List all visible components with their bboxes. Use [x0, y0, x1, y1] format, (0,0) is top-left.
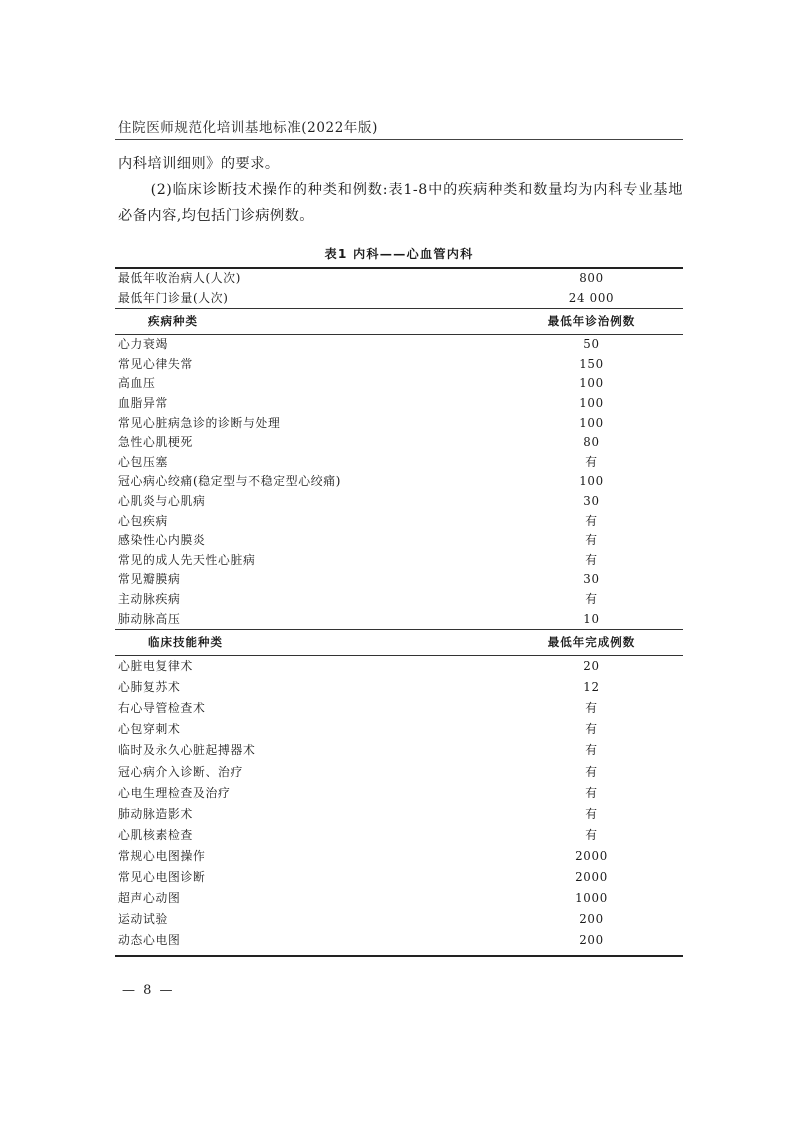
row-label: 常见心律失常	[118, 356, 193, 371]
row-label: 感染性心内膜炎	[118, 533, 206, 548]
cardiology-table	[115, 267, 683, 957]
row-label: 常见瓣膜病	[118, 572, 181, 587]
disease-row	[115, 414, 683, 434]
skill-row	[115, 783, 683, 804]
row-value: 有	[585, 743, 598, 758]
row-label: 高血压	[118, 376, 156, 391]
row-value: 100	[579, 395, 604, 410]
skill-row	[115, 930, 683, 956]
row-label: 心包穿刺术	[118, 722, 181, 737]
summary-row	[115, 268, 683, 289]
row-value: 80	[583, 435, 600, 450]
row-value: 有	[585, 701, 598, 716]
row-value: 100	[579, 474, 604, 489]
row-label: 冠心病介入诊断、治疗	[118, 764, 243, 779]
row-label: 冠心病心绞痛(稳定型与不稳定型心绞痛)	[118, 474, 342, 489]
row-value: 有	[585, 722, 598, 737]
row-label: 右心导管检查术	[118, 701, 206, 716]
row-value: 2000	[575, 848, 608, 863]
running-header: 住院医师规范化培训基地标准(2022年版)	[118, 120, 378, 136]
row-value: 有	[585, 533, 598, 548]
row-label: 肺动脉造影术	[118, 806, 193, 821]
skill-row	[115, 762, 683, 783]
row-value: 30	[583, 572, 600, 587]
row-value: 100	[579, 415, 604, 430]
row-value: 1000	[575, 891, 608, 906]
row-label: 常见的成人先天性心脏病	[118, 552, 256, 567]
row-value: 24 000	[568, 290, 615, 305]
row-value: 有	[585, 785, 598, 800]
disease-row	[115, 335, 683, 355]
skill-row	[115, 888, 683, 909]
disease-row	[115, 492, 683, 512]
skill-row	[115, 867, 683, 888]
disease-row	[115, 551, 683, 571]
disease-row	[115, 394, 683, 414]
row-value: 100	[579, 376, 604, 391]
skill-header-row	[115, 630, 683, 656]
row-value: 2000	[575, 870, 608, 885]
summary-row	[115, 289, 683, 309]
row-label: 急性心肌梗死	[118, 435, 193, 450]
paragraph-continuation: 内科培训细则》的要求。	[118, 156, 280, 172]
row-label: 动态心电图	[115, 930, 500, 956]
disease-row	[115, 590, 683, 610]
skill-row	[115, 698, 683, 719]
row-value: 有	[585, 827, 598, 842]
row-value: 有	[585, 552, 598, 567]
row-value: 12	[583, 680, 600, 695]
table-caption: 表1 内科——心血管内科	[324, 247, 474, 261]
row-label: 超声心动图	[118, 891, 181, 906]
disease-row	[115, 531, 683, 551]
disease-row	[115, 472, 683, 492]
disease-row	[115, 453, 683, 473]
row-label: 心肌炎与心肌病	[118, 493, 206, 508]
row-value: 800	[500, 268, 683, 289]
row-value: 10	[583, 611, 600, 626]
row-label: 心脏电复律术	[118, 659, 193, 674]
row-label: 心包压塞	[118, 454, 168, 469]
disease-header-row	[115, 309, 683, 335]
row-value: 200	[500, 930, 683, 956]
row-label: 血脂异常	[118, 395, 168, 410]
row-label: 肺动脉高压	[118, 611, 181, 626]
disease-row	[115, 355, 683, 375]
skill-row	[115, 656, 683, 678]
disease-row	[115, 570, 683, 590]
row-label: 常见心电图诊断	[118, 870, 206, 885]
row-label: 心肌核素检查	[118, 827, 193, 842]
skill-row	[115, 740, 683, 761]
row-label: 运动试验	[118, 912, 168, 927]
paragraph-diagnosis-techniques: (2)临床诊断技术操作的种类和例数:表1-8中的疾病种类和数量均为内科专业基地必备内容,均包括门诊病例数。	[118, 182, 683, 224]
page-number: — 8 —	[122, 983, 175, 998]
row-label: 主动脉疾病	[118, 591, 181, 606]
row-value: 20	[583, 659, 600, 674]
column-header-name: 临床技能种类	[115, 630, 500, 656]
row-label: 常规心电图操作	[118, 848, 206, 863]
row-value: 有	[585, 454, 598, 469]
column-header-value: 最低年诊治例数	[500, 309, 683, 335]
disease-row	[115, 374, 683, 394]
row-label: 心肺复苏术	[118, 680, 181, 695]
skill-row	[115, 804, 683, 825]
skill-row	[115, 677, 683, 698]
skill-row	[115, 846, 683, 867]
row-value: 200	[579, 912, 604, 927]
row-label: 心电生理检查及治疗	[118, 785, 231, 800]
row-label: 常见心脏病急诊的诊断与处理	[118, 415, 281, 430]
header-rule	[115, 139, 683, 140]
row-label: 最低年收治病人(人次)	[115, 268, 500, 289]
row-value: 有	[585, 764, 598, 779]
column-header-name: 疾病种类	[115, 309, 500, 335]
disease-row	[115, 433, 683, 453]
row-value: 30	[583, 493, 600, 508]
row-value: 有	[585, 513, 598, 528]
row-value: 有	[585, 591, 598, 606]
skill-row	[115, 825, 683, 846]
column-header-value: 最低年完成例数	[500, 630, 683, 656]
disease-row	[115, 610, 683, 630]
row-label: 心力衰竭	[118, 337, 168, 352]
row-value: 150	[579, 356, 604, 371]
disease-row	[115, 512, 683, 532]
row-value: 50	[583, 337, 600, 352]
row-label: 临时及永久心脏起搏器术	[118, 743, 256, 758]
skill-row	[115, 909, 683, 930]
row-label: 心包疾病	[118, 513, 168, 528]
row-value: 有	[585, 806, 598, 821]
skill-row	[115, 719, 683, 740]
row-label: 最低年门诊量(人次)	[118, 290, 229, 305]
